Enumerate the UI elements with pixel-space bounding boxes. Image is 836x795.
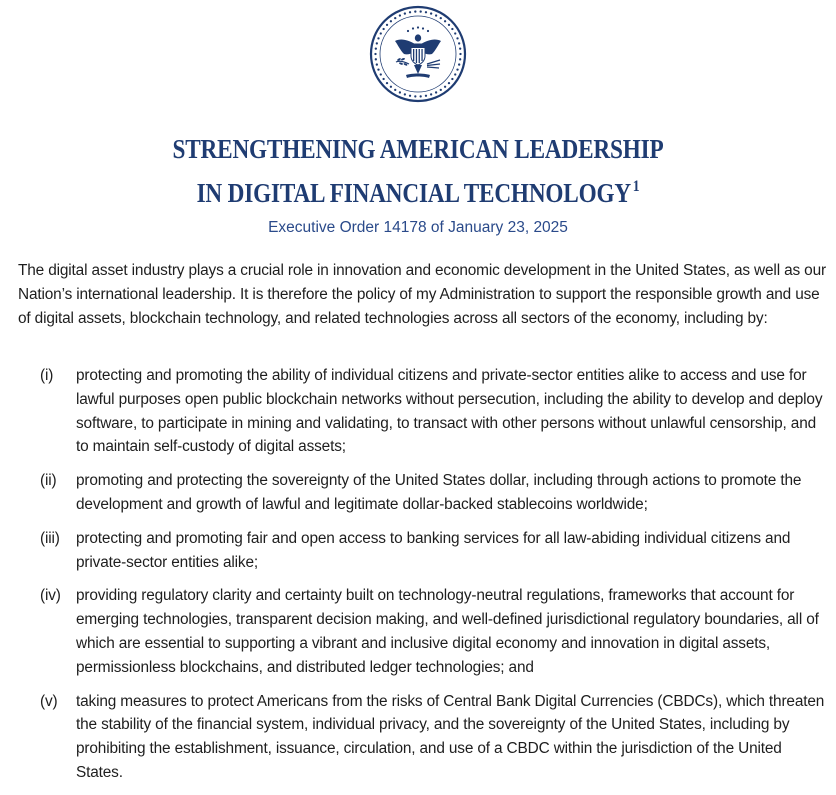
seal-star-dot [425, 95, 427, 97]
seal-star-dot [382, 78, 384, 80]
seal-star-dot [394, 89, 396, 91]
list-item-text: protecting and promoting fair and open access to banking services for all law-abiding individual citizens and private-sector entities alike; [76, 529, 791, 571]
seal-star-dot [459, 53, 461, 55]
eagle-icon [395, 26, 441, 78]
seal-star-dot [376, 63, 378, 65]
list-item-number: (iv) [40, 587, 61, 605]
seal-star-dot [430, 12, 432, 14]
footnote-marker: 1 [632, 178, 640, 195]
list-item-number: (v) [40, 692, 58, 710]
list-item-text: taking measures to protect Americans from the risks of Central Bank Digital Currencies (CBDCs), which threaten the stability of the financial system, individual privacy, and the sovereignty of the United States, including by prohibiting the establishment, issuance, circulation, and use of a CBDC within the jurisdiction of the United States. [76, 692, 825, 781]
seal-star-dot [454, 32, 456, 34]
seal-star-dot [454, 73, 456, 75]
seal-star-dot [425, 11, 427, 13]
document-title-line-2 [59, 170, 778, 210]
intro-paragraph: The digital asset industry plays a crucial role in innovation and economic development in the United States, as well as our Nation’s international leadership. It is therefore the policy of my Administration to support the responsible growth and use of digital assets, blockchain technology, and related technologies across all sectors of the economy, including by: [18, 262, 826, 327]
seal-star-dot [440, 89, 442, 91]
list-item-number: (iii) [40, 529, 60, 547]
seal-star-dot [459, 58, 461, 60]
policy-list-item [0, 364, 836, 459]
seal-star-dot [404, 93, 406, 95]
list-item-text: providing regulatory clarity and certainty built on technology-neutral regulations, frameworks that account for emerging technologies, transparent decision making, and well-defined jurisdictional regulatory boundaries, all of which are essential to supporting a vibrant and inclusive digital economy and innovation in digital assets, permissionless blockchains, and distributed ledger technologies; and [76, 587, 819, 676]
seal-star-dot [444, 86, 446, 88]
seal-star-dot [399, 91, 401, 93]
policy-list-item [0, 584, 836, 679]
list-item-number: (i) [40, 367, 54, 384]
seal-star-dot [404, 12, 406, 14]
document-title-line-2-text: IN DIGITAL FINANCIAL TECHNOLOGY [196, 178, 631, 208]
seal-star-dot [390, 20, 392, 22]
seal-star-dot [459, 48, 461, 50]
seal-star-dot [414, 10, 416, 12]
policy-list-item [0, 690, 836, 785]
seal-star-dot [448, 24, 450, 26]
seal-star-dot [456, 69, 458, 71]
seal-star-dot [435, 91, 437, 93]
policy-list [0, 364, 836, 795]
seal-star-dot [451, 78, 453, 80]
seal-star-dot [440, 17, 442, 19]
seal-star-dot [409, 95, 411, 97]
seal-star-dot [448, 82, 450, 84]
seal-star-dot [458, 63, 460, 65]
seal-star-dot [390, 86, 392, 88]
seal-star-dot [377, 69, 379, 71]
seal-star-dot [380, 73, 382, 75]
seal-star-dot [420, 10, 422, 12]
seal-star-dot [375, 58, 377, 60]
seal-star-dot [444, 20, 446, 22]
seal-star-dot [409, 11, 411, 13]
presidential-seal-icon [368, 4, 468, 104]
list-item-number: (ii) [40, 472, 57, 490]
seal-star-dot [376, 42, 378, 44]
seal-star-dot [414, 95, 416, 97]
document-title-line-1: STRENGTHENING AMERICAN LEADERSHIP [172, 134, 664, 164]
seal-star-dot [435, 14, 437, 16]
seal-star-dot [380, 32, 382, 34]
list-item-text: promoting and protecting the sovereignty of the United States dollar, including through actions to promote the development and growth of lawful and legitimate dollar-backed stablecoins worldwide; [76, 472, 802, 513]
seal-star-dot [386, 24, 388, 26]
seal-star-dot [458, 42, 460, 44]
seal-star-dot [382, 28, 384, 30]
policy-list-item [0, 527, 836, 575]
seal-star-dot [456, 37, 458, 39]
seal-star-dot [394, 17, 396, 19]
presidential-seal-graphic [368, 4, 468, 104]
list-item-text: protecting and promoting the ability of individual citizens and private-sector entities alike to access and use for lawful purposes open public blockchain networks without persecution, including the ability to develop and deploy software, to participate in mining and validating, to transact with other persons without unlawful censorship, and to maintain self-custody of digital assets; [76, 367, 823, 456]
executive-order-subtitle: Executive Order 14178 of January 23, 2025 [268, 219, 568, 236]
policy-list-item [0, 469, 836, 517]
seal-star-dot [430, 93, 432, 95]
seal-star-dot [375, 48, 377, 50]
seal-star-dot [377, 37, 379, 39]
seal-star-dot [451, 28, 453, 30]
seal-star-dot [399, 14, 401, 16]
seal-star-dot [374, 53, 376, 55]
seal-star-dot [386, 82, 388, 84]
seal-star-dot [420, 95, 422, 97]
